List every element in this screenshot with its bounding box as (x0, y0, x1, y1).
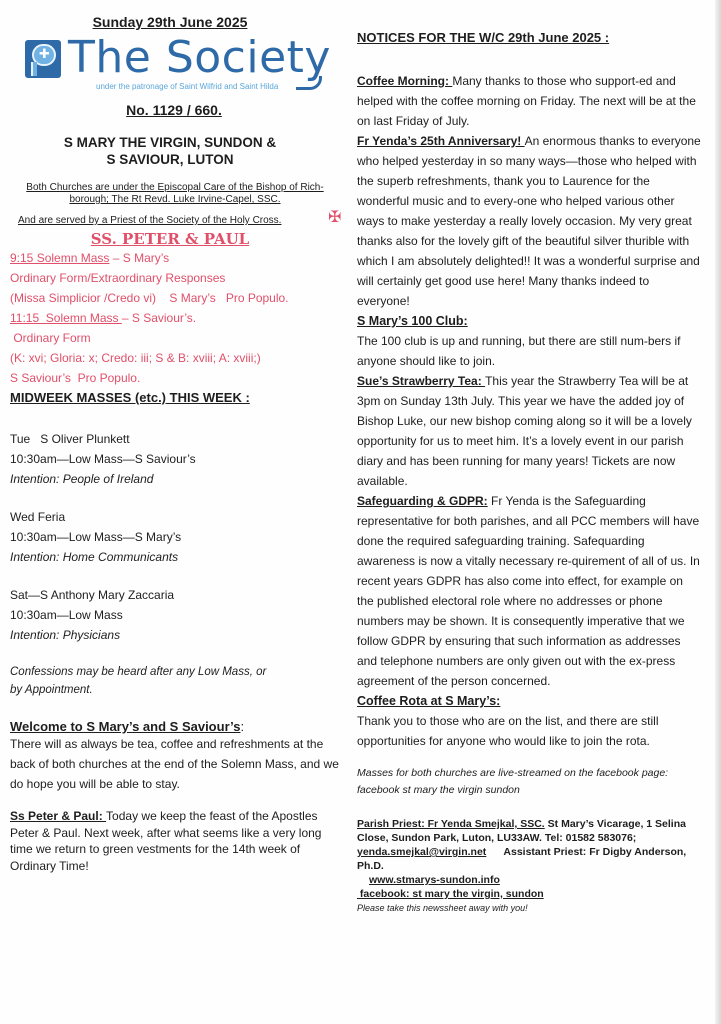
mass-line: Ordinary Form/Extraordinary Responses (10, 271, 226, 285)
logo-tagline: under the patronage of Saint Wilfrid and Saint Hilda (96, 82, 279, 91)
notice-strawberry-tea: Sue’s Strawberry Tea: This year the Strawberry Tea will be at 3pm on Sunday 13th July. This year we have the added joy of Bishop Luke, our new bishop coming along so it will be a lovely opportunity for us to meet him. It’s a lovely event in our parish diary and has been running for many years! Tickets are now available. (357, 374, 692, 488)
society-logo (10, 34, 345, 96)
confessions-line-1: Confessions may be heard after any Low Mass, or (10, 666, 267, 678)
mass-line: 9:15 Solemn Mass – S Mary’s (10, 251, 170, 265)
mass-schedule (10, 248, 345, 388)
mass-line: S Saviour’s Pro Populo. (10, 371, 141, 385)
day-intention: Intention: People of Ireland (10, 472, 154, 486)
parish-priest-label: Parish Priest: Fr Yenda Smejkal, SSC. (357, 818, 545, 830)
logo-swash (296, 76, 322, 90)
church-line-2: S SAVIOUR, LUTON (106, 152, 234, 167)
welcome-heading: Welcome to S Mary’s and S Saviour’s: (10, 719, 245, 734)
sheet-date: Sunday 29th June 2025 (92, 14, 248, 30)
issue-number: No. 1129 / 660. (126, 102, 222, 118)
confessions-line-2: by Appointment. (10, 684, 93, 696)
day-title: Wed Feria (10, 510, 66, 524)
livestream-line-1: Masses for both churches are live-streamed on the facebook page: (357, 767, 669, 779)
notice-100-club-heading: S Mary’s 100 Club: (357, 314, 468, 328)
notice-anniversary: Fr Yenda’s 25th Anniversary! An enormous thanks to everyone who helped yesterday in so many ways—those who helped with the superb refreshments, thank you to Laurence for the wonderful music and to every-one who helped various other ways to make yesterday a really lovely occasion. My very great thanks also for the lovely gift of the beautiful silver thurible with which I am absolutely delighted!! It was a wonderful surprise and will certainly get good use here! Many thanks indeed to everyone! (357, 134, 701, 308)
notices-heading: NOTICES FOR THE W/C 29th June 2025 : (357, 30, 610, 45)
notice-coffee-rota-heading: Coffee Rota at S Mary’s: (357, 694, 501, 708)
right-column (357, 30, 702, 915)
care-line-1: Both Churches are under the Episcopal Care of the Bishop of Rich- (26, 182, 324, 193)
notice-coffee-morning: Coffee Morning: Many thanks to those who support-ed and helped with the coffee morning on Friday. The next will be at the on last Friday of July. (357, 74, 696, 128)
midweek-day-tue (10, 429, 345, 489)
vicarage-address: St Mary’s Vicarage, 1 Selina Close, Sundon Park, Luton, LU33AW. Tel: 01582 583076; (357, 818, 686, 844)
day-time: 10:30am—Low Mass (10, 608, 123, 622)
mass-line: Ordinary Form (10, 331, 91, 345)
livestream-line-2: facebook st mary the virgin sundon (357, 784, 520, 796)
website-row (357, 873, 702, 887)
episcopal-care-note (10, 182, 340, 206)
notice-coffee-rota-body: Thank you to those who are on the list, and there are still opportunities for anyone who would like to join the rota. (357, 714, 659, 748)
page-edge (715, 0, 721, 1024)
feast-title: SS. PETER & PAUL (90, 230, 250, 248)
left-column (10, 14, 345, 874)
website-link[interactable]: www.stmarys-sundon.info (369, 874, 500, 886)
day-title: Tue S Oliver Plunkett (10, 432, 130, 446)
take-away-note: Please take this newssheet away with you! (357, 903, 528, 913)
day-time: 10:30am—Low Mass—S Mary’s (10, 530, 182, 544)
midweek-day-wed (10, 507, 345, 567)
livestream-note (357, 765, 702, 799)
notice-safeguarding: Safeguarding & GDPR: Fr Yenda is the Safeguarding representative for both parishes, and all PCC members will have done the required safeguarding training. Safequarding awareness is now a vitally necessary re-quirement of all of us. In recent years GDPR has also come into effect, for example on the published electoral role where no addresses or phone numbers may be shown. It is consequently imperative that we follow GDPR by ensuring that such information as addresses and telephone numbers are only given out with the ex-press agreement of the person concerned. (357, 494, 700, 688)
notice-100-club-body: The 100 club is up and running, but there are still num-bers if anyone should like to join. (357, 334, 681, 368)
logo-title: The Society (68, 32, 331, 83)
society-p-cross-icon: ✚ (25, 40, 61, 78)
mass-line: (Missa Simplicior /Credo vi) S Mary’s Pro Populo. (10, 291, 289, 305)
served-note (18, 209, 345, 226)
facebook-row (357, 887, 702, 901)
mass-line: (K: xvi; Gloria: x; Credo: iii; S & B: xviii; A: xviii;) (10, 351, 261, 365)
welcome-body: There will as always be tea, coffee and refreshments at the back of both churches at the end of the Solemn Mass, and we do hope you will be able to stay. (10, 737, 339, 791)
served-line: And are served by a Priest of the Society of the Holy Cross. (18, 215, 282, 226)
midweek-heading: MIDWEEK MASSES (etc.) THIS WEEK : (10, 390, 250, 405)
church-names (10, 134, 330, 168)
contact-footer (357, 817, 702, 915)
email-link[interactable]: yenda.smejkal@virgin.net (357, 846, 487, 858)
assistant-priest: Assistant Priest: Fr Digby Anderson, Ph.D. (357, 846, 690, 872)
contact-details (357, 817, 702, 873)
holy-cross-icon: ✠ (328, 209, 342, 226)
day-intention: Intention: Home Communicants (10, 550, 179, 564)
confessions-note (10, 663, 345, 699)
day-intention: Intention: Physicians (10, 628, 121, 642)
facebook-link[interactable]: facebook: st mary the virgin, sundon (357, 888, 544, 900)
mass-line: 11:15 Solemn Mass – S Saviour’s. (10, 311, 197, 325)
day-time: 10:30am—Low Mass—S Saviour’s (10, 452, 196, 466)
midweek-day-sat (10, 585, 345, 645)
care-line-2: borough; The Rt Revd. Luke Irvine-Capel, SSC. (69, 194, 281, 205)
church-line-1: S MARY THE VIRGIN, SUNDON & (63, 135, 277, 150)
ss-peter-paul-notice: Ss Peter & Paul: Today we keep the feast of the Apostles Peter & Paul. Next week, after what seems like a very long time we return to green vestments for the 14th week of Ordinary Time! (10, 809, 322, 873)
day-title: Sat—S Anthony Mary Zaccaria (10, 588, 175, 602)
